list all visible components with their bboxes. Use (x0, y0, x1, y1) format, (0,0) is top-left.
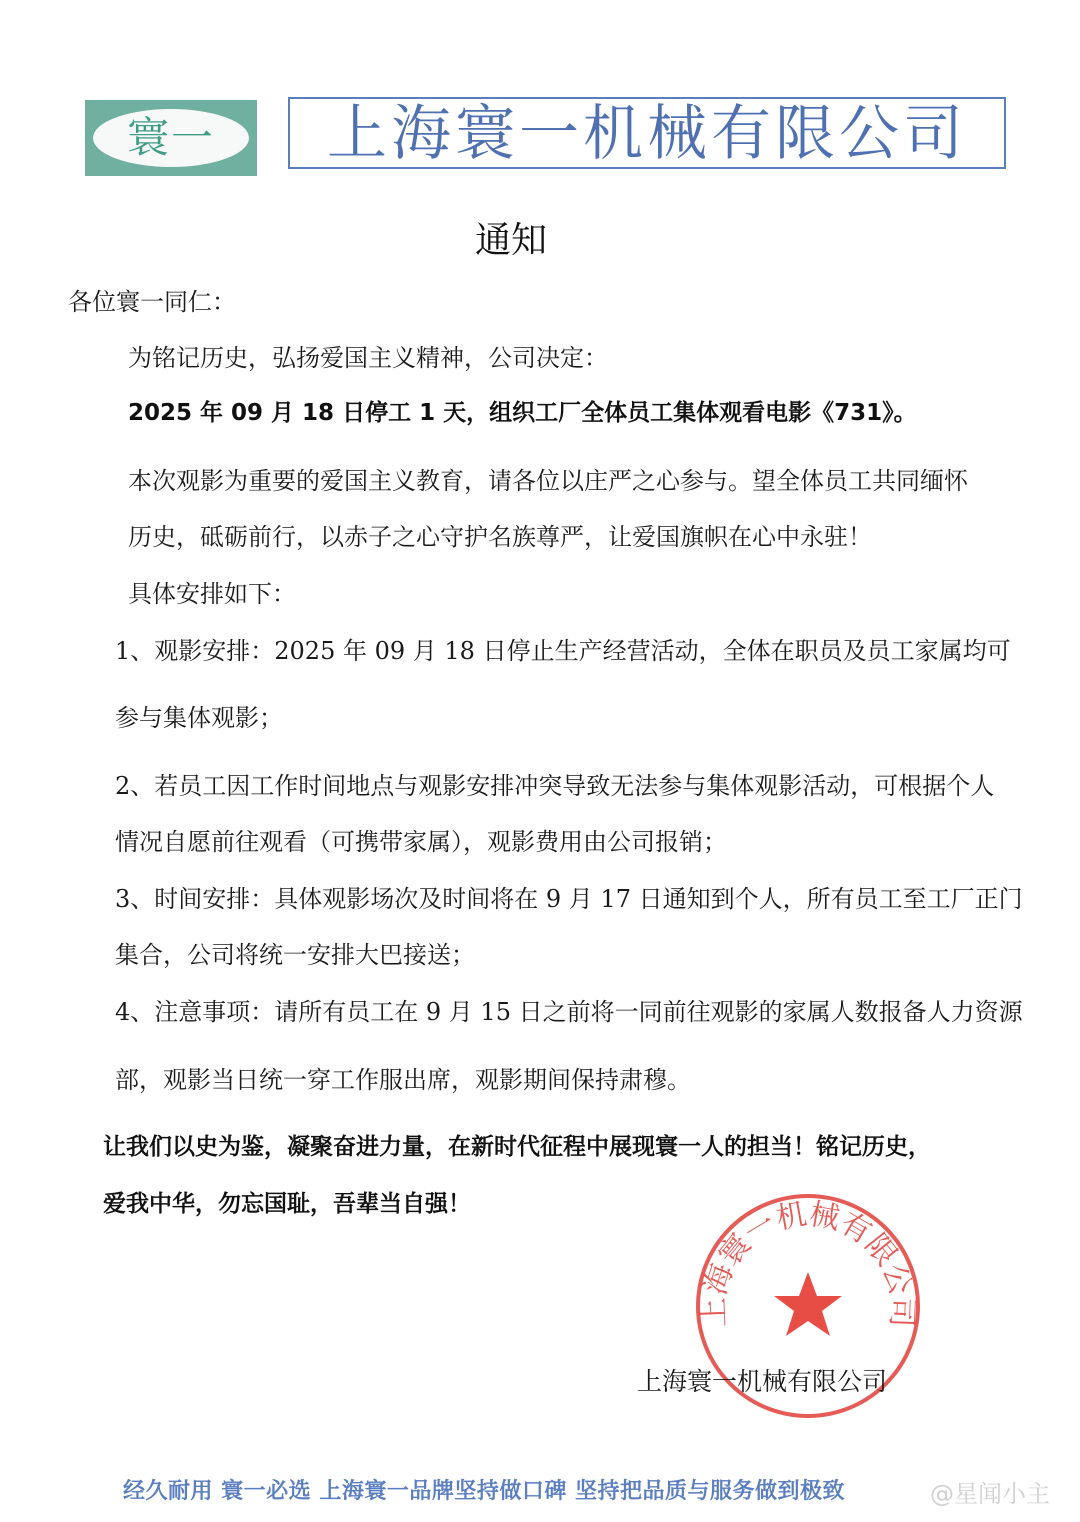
closing-line-2: 爱我中华，勿忘国耻，吾辈当自强！ (103, 1191, 471, 1217)
logo-oval (93, 109, 249, 167)
star-icon (774, 1272, 842, 1336)
item-2-line-1: 2、若员工因工作时间地点与观影安排冲突导致无法参与集体观影活动，可根据个人 (115, 772, 995, 800)
paragraph-line-2: 历史，砥砺前行，以赤子之心守护名族尊严，让爱国旗帜在心中永驻！ (128, 523, 872, 551)
watermark: @星闻小主 (930, 1480, 1050, 1508)
closing-line-1: 让我们以史为鉴，凝聚奋进力量，在新时代征程中展现寰一人的担当！铭记历史， (103, 1134, 931, 1160)
item-3-line-2: 集合，公司将统一安排大巴接送； (115, 941, 475, 969)
company-name-banner (288, 97, 1006, 169)
seal-text: 上海寰一机械有限公司 (696, 1196, 920, 1328)
item-3-line-1: 3、时间安排：具体观影场次及时间将在 9 月 17 日通知到个人，所有员工至工厂正门 (115, 885, 1023, 913)
item-4-line-1: 4、注意事项：请所有员工在 9 月 15 日之前将一同前往观影的家属人数报备人力资源 (115, 998, 1023, 1026)
notice-title: 通知 (474, 220, 547, 261)
item-4-line-2: 部，观影当日统一穿工作服出席，观影期间保持肃穆。 (115, 1066, 691, 1094)
signature-company-name: 上海寰一机械有限公司 (637, 1367, 888, 1396)
item-1-line-2: 参与集体观影； (115, 704, 283, 732)
intro-line: 为铭记历史，弘扬爱国主义精神，公司决定： (128, 344, 608, 372)
decision-line: 2025 年 09 月 18 日停工 1 天，组织工厂全体员工集体观看电影《731》。 (128, 400, 917, 426)
item-1-line-1: 1、观影安排：2025 年 09 月 18 日停止生产经营活动，全体在职员及员工家属均可 (115, 637, 1011, 665)
paragraph-line-1: 本次观影为重要的爱国主义教育，请各位以庄严之心参与。望全体员工共同缅怀 (128, 467, 968, 495)
item-2-line-2: 情况自愿前往观看（可携带家属），观影费用由公司报销； (115, 828, 727, 856)
greeting: 各位寰一同仁： (68, 288, 236, 316)
footer-slogan: 经久耐用 寰一必选 上海寰一品牌坚持做口碑 坚持把品质与服务做到极致 (123, 1479, 845, 1504)
arrangement-heading: 具体安排如下： (128, 580, 296, 608)
company-logo (85, 100, 257, 176)
company-name: 上海寰一机械有限公司 (327, 99, 967, 169)
logo-text: 寰一 (126, 113, 215, 162)
